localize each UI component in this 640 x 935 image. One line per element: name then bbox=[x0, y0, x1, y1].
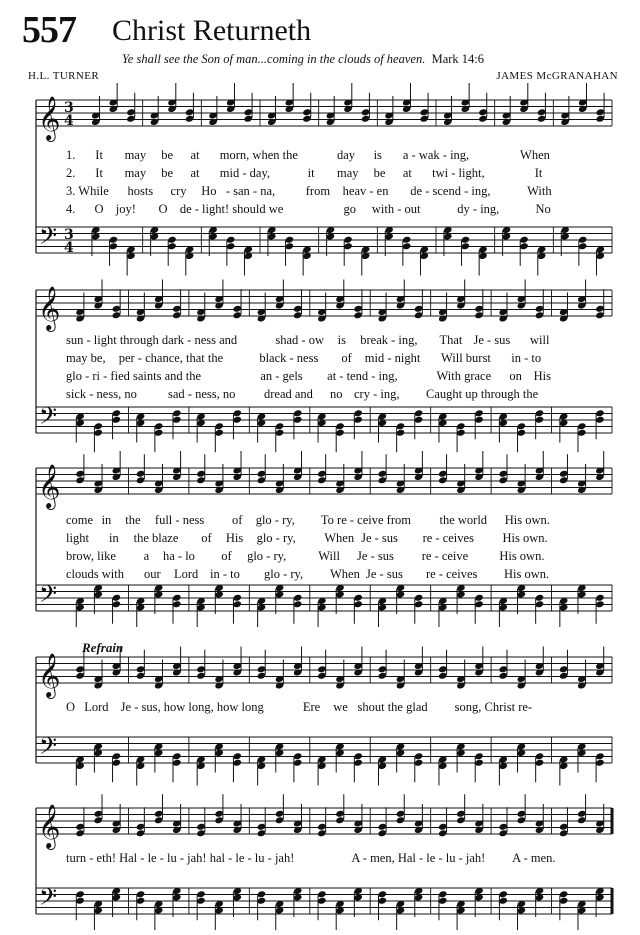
lyric-word: will bbox=[530, 333, 550, 347]
lyric-word: Lord bbox=[174, 567, 199, 581]
lyric-word: from bbox=[305, 184, 331, 198]
lyric-word: 2. bbox=[66, 166, 76, 180]
lyric-word: Ho bbox=[201, 184, 217, 198]
lyric-word: mid - night bbox=[364, 351, 421, 365]
lyric-word: With grace bbox=[436, 369, 492, 383]
lyric-word: glo - ry, bbox=[255, 513, 295, 527]
lyric-word: cry - ing, bbox=[354, 387, 400, 401]
lyric-word: re - ceive bbox=[421, 549, 469, 563]
lyric-word: at bbox=[190, 148, 200, 162]
author-credit: H.L. TURNER bbox=[28, 70, 100, 82]
lyric-word: of bbox=[221, 549, 232, 563]
lyric-word: be bbox=[161, 166, 174, 180]
lyric-line bbox=[0, 851, 640, 867]
lyric-word: dy - ing, bbox=[457, 202, 500, 216]
scripture-reference: Mark 14:6 bbox=[431, 52, 485, 66]
treble-clef-icon: 𝄞 bbox=[38, 96, 61, 140]
lyric-word: clouds with bbox=[66, 567, 124, 581]
bass-staff bbox=[36, 407, 612, 433]
lyric-word: de - scend - ing, bbox=[410, 184, 491, 198]
lyric-word: O bbox=[158, 202, 168, 216]
lyric-word: glo - ry, bbox=[264, 567, 304, 581]
lyric-word: Lord bbox=[84, 700, 109, 714]
lyric-word: It bbox=[95, 166, 103, 180]
lyric-line bbox=[0, 531, 640, 547]
lyric-line bbox=[0, 184, 640, 200]
lyric-word: on bbox=[509, 369, 522, 383]
lyric-word: Je - sus bbox=[361, 531, 398, 545]
lyric-word: a bbox=[143, 549, 150, 563]
lyric-word: To re - ceive from bbox=[320, 513, 411, 527]
lyric-word: His bbox=[225, 531, 244, 545]
lyric-word: we bbox=[333, 700, 348, 714]
refrain-label: Refrain bbox=[82, 640, 124, 655]
lyric-word: That bbox=[439, 333, 463, 347]
lyric-word: heav - en bbox=[342, 184, 389, 198]
lyric-word: of bbox=[341, 351, 352, 365]
lyric-word: When bbox=[324, 531, 355, 545]
lyric-line bbox=[0, 549, 640, 565]
lyric-word: sun - light through dark - ness and bbox=[66, 333, 238, 347]
lyric-word: His own. bbox=[499, 549, 545, 563]
lyric-word: Will bbox=[318, 549, 340, 563]
lyric-word: re - ceives bbox=[426, 567, 478, 581]
lyric-word: Je - sus bbox=[357, 549, 394, 563]
lyric-word: de - light! should we bbox=[179, 202, 284, 216]
lyric-line bbox=[0, 148, 640, 164]
lyric-word: at bbox=[402, 166, 412, 180]
treble-clef-icon: 𝄞 bbox=[38, 464, 61, 508]
lyric-word: dread and bbox=[264, 387, 313, 401]
lyric-word: When bbox=[520, 148, 550, 162]
lyric-word: in bbox=[101, 513, 112, 527]
lyric-word: may bbox=[124, 148, 147, 162]
lyric-word: the bbox=[125, 513, 141, 527]
time-signature-bottom: 4 bbox=[64, 240, 74, 256]
lyric-word: it bbox=[307, 166, 315, 180]
lyric-word: an - gels bbox=[260, 369, 303, 383]
lyric-word: sad - ness, no bbox=[168, 387, 236, 401]
lyric-word: full - ness bbox=[154, 513, 205, 527]
lyric-word: may bbox=[336, 166, 359, 180]
time-signature-top: 3 bbox=[64, 227, 74, 243]
lyric-word: hosts bbox=[127, 184, 154, 198]
lyric-line bbox=[0, 202, 640, 218]
treble-clef-icon: 𝄞 bbox=[38, 804, 61, 848]
lyric-word: is bbox=[337, 333, 346, 347]
bass-clef-icon: 𝄢 bbox=[39, 732, 58, 765]
lyric-word: glo - ry, bbox=[256, 531, 296, 545]
lyric-word: a - wak - ing, bbox=[402, 148, 470, 162]
lyric-word: cry bbox=[170, 184, 187, 198]
lyric-word: day bbox=[336, 148, 356, 162]
lyric-word: 3. While bbox=[66, 184, 109, 198]
lyric-word: may bbox=[124, 166, 147, 180]
lyric-word: black - ness bbox=[259, 351, 319, 365]
lyric-word: in bbox=[109, 531, 119, 545]
lyric-word: of bbox=[201, 531, 212, 545]
lyric-line bbox=[0, 513, 640, 529]
lyric-word: song, Christ re- bbox=[454, 700, 533, 714]
lyric-word: go bbox=[343, 202, 356, 216]
lyric-word: twi - light, bbox=[432, 166, 485, 180]
lyric-word: It bbox=[95, 148, 103, 162]
lyric-word: sick - ness, no bbox=[66, 387, 137, 401]
lyric-word: with - out bbox=[371, 202, 421, 216]
lyric-word: glo - ri - fied saints and the bbox=[66, 369, 202, 383]
lyric-word: Je - sus bbox=[366, 567, 403, 581]
lyric-word: the blaze bbox=[133, 531, 179, 545]
lyric-word: With bbox=[527, 184, 552, 198]
treble-clef-icon: 𝄞 bbox=[38, 653, 61, 697]
lyric-line bbox=[0, 333, 640, 349]
lyric-word: When bbox=[330, 567, 360, 581]
lyric-word: come bbox=[66, 513, 94, 527]
lyric-word: No bbox=[535, 202, 551, 216]
lyric-word: may be, bbox=[66, 351, 106, 365]
bass-clef-icon: 𝄢 bbox=[39, 883, 58, 916]
lyric-word: O bbox=[94, 202, 104, 216]
lyric-word: A - men, Hal - le - lu - jah! bbox=[351, 851, 486, 865]
lyric-word: light bbox=[66, 531, 89, 545]
lyric-word: be bbox=[373, 166, 386, 180]
lyric-word: - san - na, bbox=[225, 184, 276, 198]
lyric-word: be bbox=[161, 148, 174, 162]
lyric-word: Je - sus, how long, how long bbox=[120, 700, 264, 714]
lyric-word: His own. bbox=[504, 567, 550, 581]
lyric-word: of bbox=[232, 513, 243, 527]
lyric-word: Caught up through the bbox=[426, 387, 539, 401]
lyric-word: the world bbox=[439, 513, 488, 527]
lyric-word: His own. bbox=[504, 513, 550, 527]
lyric-line bbox=[0, 387, 640, 403]
lyric-word: ha - lo bbox=[163, 549, 195, 563]
lyric-word: Ere bbox=[302, 700, 321, 714]
lyric-word: His bbox=[533, 369, 551, 383]
scripture-quote: Ye shall see the Son of man...coming in the clouds of heaven. bbox=[122, 52, 426, 66]
lyric-line bbox=[0, 351, 640, 367]
bass-clef-icon: 𝄢 bbox=[39, 222, 58, 255]
hymn-number: 557 bbox=[22, 9, 76, 51]
hymn-title: Christ Returneth bbox=[112, 14, 312, 47]
time-signature-bottom: 4 bbox=[64, 113, 74, 129]
lyric-line bbox=[0, 567, 640, 583]
lyric-word: in - to bbox=[511, 351, 542, 365]
time-signature-top: 3 bbox=[64, 100, 74, 116]
lyric-word: break - ing, bbox=[360, 333, 418, 347]
composer-credit: JAMES McGRANAHAN bbox=[496, 70, 618, 82]
lyric-word: our bbox=[144, 567, 161, 581]
lyric-word: 1. bbox=[66, 148, 76, 162]
lyric-word: shout the glad bbox=[357, 700, 428, 714]
lyric-word: His own. bbox=[502, 531, 548, 545]
lyric-line bbox=[0, 166, 640, 182]
lyric-word: 4. bbox=[66, 202, 76, 216]
lyric-word: at - tend - ing, bbox=[327, 369, 398, 383]
lyric-word: no bbox=[330, 387, 343, 401]
lyric-word: is bbox=[373, 148, 382, 162]
lyric-word: shad - ow bbox=[275, 333, 324, 347]
lyric-word: A - men. bbox=[512, 851, 556, 865]
lyric-word: at bbox=[190, 166, 200, 180]
lyric-word: per - chance, that the bbox=[118, 351, 224, 365]
lyric-word: morn, when the bbox=[219, 148, 298, 162]
lyric-line bbox=[0, 700, 640, 716]
lyric-word: Will burst bbox=[440, 351, 491, 365]
lyric-line bbox=[0, 369, 640, 385]
lyric-word: mid - day, bbox=[219, 166, 271, 180]
lyric-word: glo - ry, bbox=[247, 549, 287, 563]
lyric-word: It bbox=[534, 166, 543, 180]
lyric-word: in - to bbox=[210, 567, 240, 581]
treble-clef-icon: 𝄞 bbox=[38, 286, 61, 330]
bass-clef-icon: 𝄢 bbox=[39, 580, 58, 613]
lyric-word: brow, like bbox=[66, 549, 116, 563]
lyric-word: joy! bbox=[115, 202, 136, 216]
lyric-word: re - ceives bbox=[422, 531, 474, 545]
lyric-word: turn - eth! Hal - le - lu - jah! hal - le - lu - jah! bbox=[66, 851, 295, 865]
lyric-word: Je - sus bbox=[473, 333, 511, 347]
lyric-word: O bbox=[66, 700, 76, 714]
bass-clef-icon: 𝄢 bbox=[39, 402, 58, 435]
